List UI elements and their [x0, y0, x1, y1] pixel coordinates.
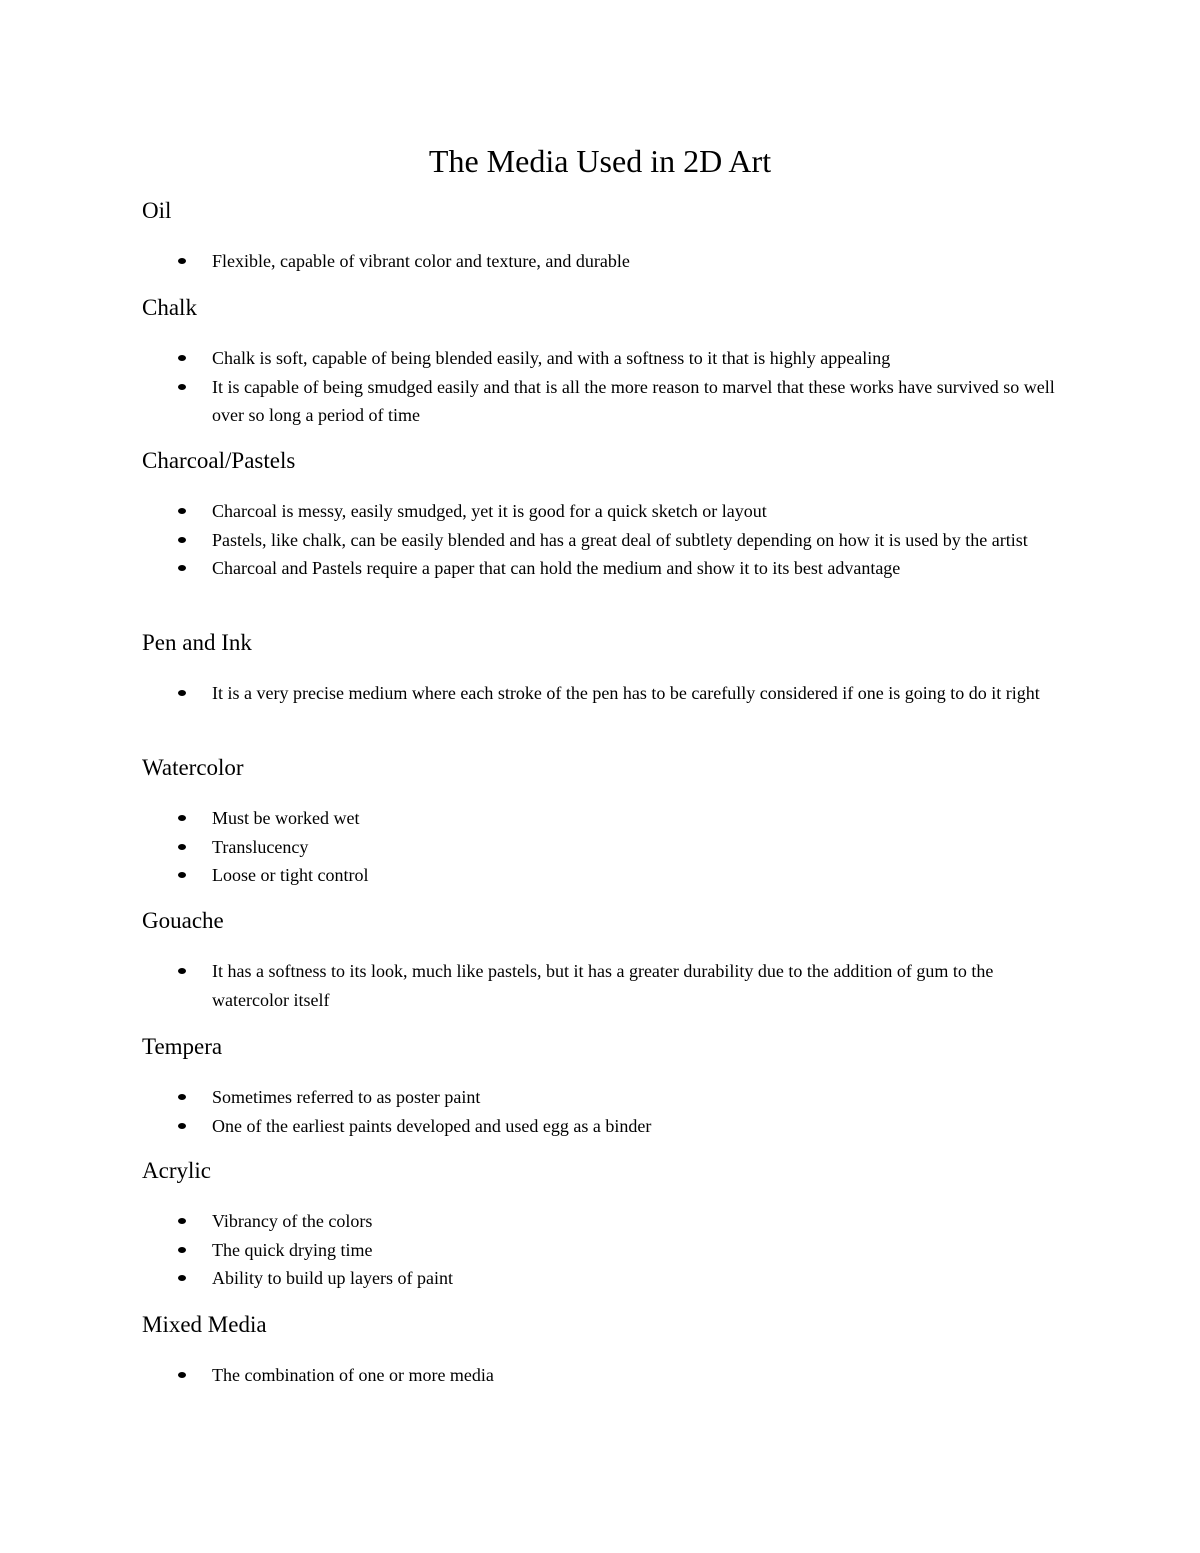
list-item-text: Translucency	[212, 836, 309, 857]
bullet-icon	[178, 1247, 186, 1253]
list-item	[142, 1083, 1062, 1112]
bullet-icon	[178, 690, 186, 696]
list-item-text: Flexible, capable of vibrant color and texture, and durable	[212, 251, 630, 271]
section-tempera	[142, 1033, 1082, 1140]
list-item	[142, 373, 1062, 430]
bullet-icon	[178, 872, 186, 878]
bullet-icon	[178, 537, 186, 543]
section-heading: Oil	[142, 198, 172, 223]
bullet-icon	[178, 384, 186, 390]
section-oil	[142, 197, 1082, 276]
section-gouache	[142, 907, 1082, 1014]
bullet-icon	[178, 1218, 186, 1224]
list-item	[142, 957, 1062, 1014]
list-item-text: Sometimes referred to as poster paint	[212, 1087, 481, 1107]
bullet-icon	[178, 815, 186, 821]
list-item	[142, 554, 1062, 583]
bullet-icon	[178, 1123, 186, 1129]
list-item-text: Ability to build up layers of paint	[212, 1268, 453, 1288]
list-item-text: The combination of one or more media	[212, 1365, 494, 1385]
section-acrylic	[142, 1157, 1082, 1293]
bullet-icon	[178, 565, 186, 571]
section-heading: Pen and Ink	[142, 630, 252, 655]
section-watercolor	[142, 754, 1082, 890]
bullet-list	[142, 247, 1082, 276]
list-item-text: The quick drying time	[212, 1239, 373, 1260]
bullet-icon	[178, 968, 186, 974]
list-item	[142, 861, 1062, 890]
bullet-list	[142, 957, 1082, 1014]
list-item-text: Charcoal and Pastels require a paper that can hold the medium and show it to its best advantage	[212, 558, 901, 578]
list-item-text: It is capable of being smudged easily and that is all the more reason to marvel that these works have survived so well over so long a period of time	[212, 376, 1055, 425]
list-item	[142, 833, 1062, 862]
list-item	[142, 1361, 1062, 1390]
list-item-text: Pastels, like chalk, can be easily blended and has a great deal of subtlety depending on how it is used by the artist	[212, 529, 1028, 550]
bullet-list	[142, 1083, 1082, 1140]
bullet-icon	[178, 1372, 186, 1378]
bullet-list	[142, 804, 1082, 890]
section-heading: Mixed Media	[142, 1312, 267, 1337]
bullet-list	[142, 497, 1082, 583]
list-item-text: It is a very precise medium where each stroke of the pen has to be carefully considered if one is going to do it right	[212, 683, 1040, 703]
bullet-icon	[178, 355, 186, 361]
list-item-text: Chalk is soft, capable of being blended easily, and with a softness to it that is highly appealing	[212, 348, 891, 368]
section-pen-and-ink	[142, 629, 1082, 708]
list-item	[142, 526, 1062, 555]
section-heading: Gouache	[142, 908, 224, 933]
bullet-icon	[178, 508, 186, 514]
list-item	[142, 1236, 1062, 1265]
list-item	[142, 679, 1062, 708]
section-heading: Watercolor	[142, 755, 244, 780]
list-item-text: Loose or tight control	[212, 865, 369, 885]
list-item	[142, 344, 1062, 373]
list-item	[142, 247, 1062, 276]
bullet-icon	[178, 258, 186, 264]
list-item	[142, 1207, 1062, 1236]
list-item-text: One of the earliest paints developed and used egg as a binder	[212, 1115, 652, 1136]
section-heading: Tempera	[142, 1034, 223, 1059]
section-charcoal-pastels	[142, 447, 1082, 583]
section-heading: Acrylic	[142, 1158, 211, 1183]
list-item-text: Charcoal is messy, easily smudged, yet it is good for a quick sketch or layout	[212, 501, 767, 521]
section-heading: Chalk	[142, 295, 197, 320]
bullet-icon	[178, 1275, 186, 1281]
bullet-list	[142, 1207, 1082, 1293]
bullet-list	[142, 1361, 1082, 1390]
section-mixed-media	[142, 1311, 1082, 1390]
list-item	[142, 1112, 1062, 1141]
bullet-icon	[178, 1094, 186, 1100]
section-heading: Charcoal/Pastels	[142, 448, 296, 473]
list-item-text: Vibrancy of the colors	[212, 1211, 373, 1231]
list-item-text: It has a softness to its look, much like pastels, but it has a greater durability due to the addition of gum to the watercolor itself	[212, 961, 994, 1010]
list-item-text: Must be worked wet	[212, 808, 360, 828]
section-chalk	[142, 294, 1082, 430]
list-item	[142, 497, 1062, 526]
list-item	[142, 804, 1062, 833]
list-item	[142, 1264, 1062, 1293]
bullet-list	[142, 679, 1082, 708]
bullet-list	[142, 344, 1082, 430]
bullet-icon	[178, 844, 186, 850]
page-title: The Media Used in 2D Art	[428, 143, 772, 179]
